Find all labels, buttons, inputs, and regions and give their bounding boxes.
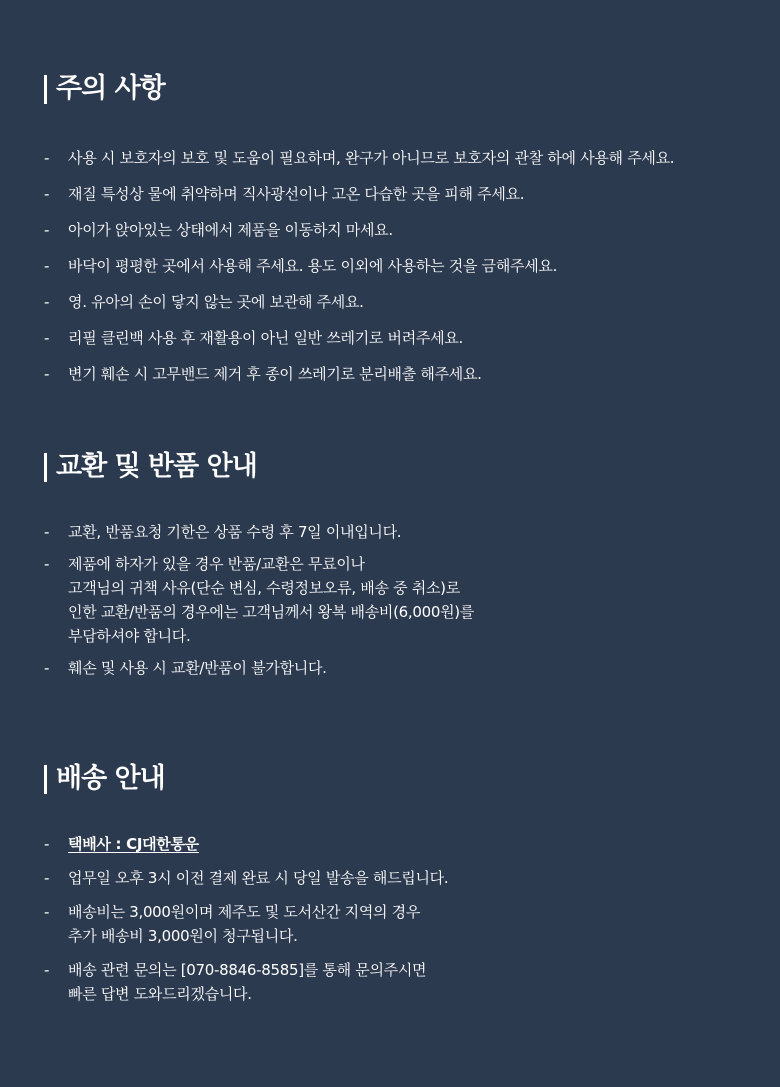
list-item-line: 고객님의 귀책 사유(단순 변심, 수령정보오류, 배송 중 취소)로 <box>68 579 460 597</box>
list-item <box>44 520 764 544</box>
dash: - <box>44 365 50 383</box>
list-item-text: 바닥이 평평한 곳에서 사용해 주세요. 용도 이외에 사용하는 것을 금해주세요. <box>68 257 558 275</box>
dash: - <box>44 961 50 979</box>
list-item-text: 훼손 및 사용 시 교환/반품이 불가합니다. <box>68 659 327 677</box>
delivery-title-text: 배송 안내 <box>56 763 165 794</box>
delivery-section <box>44 762 744 1003</box>
dash: - <box>44 257 50 275</box>
dash: - <box>44 293 50 311</box>
exchange-title-text: 교환 및 반품 안내 <box>56 451 257 482</box>
list-item <box>44 218 764 242</box>
list-item <box>44 146 764 170</box>
dash: - <box>44 835 50 853</box>
list-item-line: 제품에 하자가 있을 경우 반품/교환은 무료이나 <box>68 555 365 573</box>
list-item-line: 배송 관련 문의는 [070-8846-8585]를 통해 문의주시면 <box>68 961 427 979</box>
title-bar <box>44 453 47 482</box>
dash: - <box>44 221 50 239</box>
dash: - <box>44 869 50 887</box>
dash: - <box>44 523 50 541</box>
exchange-section <box>44 450 744 677</box>
delivery-list <box>44 832 764 1016</box>
list-item <box>44 866 764 890</box>
list-item <box>44 290 764 314</box>
list-item <box>44 362 764 386</box>
list-item-text: 재질 특성상 물에 취약하며 직사광선이나 고온 다습한 곳을 피해 주세요. <box>68 185 525 203</box>
list-item <box>44 552 764 648</box>
care-list <box>44 146 764 398</box>
list-item-text: 리필 클린백 사용 후 재활용이 아닌 일반 쓰레기로 버려주세요. <box>68 329 463 347</box>
list-item <box>44 656 764 680</box>
exchange-title <box>44 450 744 484</box>
courier-text: 택배사 : CJ대한통운 <box>68 835 199 853</box>
list-item-text: 업무일 오후 3시 이전 결제 완료 시 당일 발송을 해드립니다. <box>68 869 449 887</box>
list-item-line: 부담하셔야 합니다. <box>68 627 191 645</box>
care-title-text: 주의 사항 <box>56 73 165 104</box>
title-bar <box>44 765 47 794</box>
title-bar <box>44 75 47 104</box>
list-item-text: 아이가 앉아있는 상태에서 제품을 이동하지 마세요. <box>68 221 393 239</box>
list-item-text: 영. 유아의 손이 닿지 않는 곳에 보관해 주세요. <box>68 293 364 311</box>
care-title <box>44 72 744 106</box>
dash: - <box>44 659 50 677</box>
list-item-text: 변기 훼손 시 고무밴드 제거 후 종이 쓰레기로 분리배출 해주세요. <box>68 365 482 383</box>
list-item <box>44 832 764 856</box>
dash: - <box>44 555 50 573</box>
dash: - <box>44 149 50 167</box>
list-item-line: 배송비는 3,000원이며 제주도 및 도서산간 지역의 경우 <box>68 903 421 921</box>
exchange-list <box>44 520 764 688</box>
list-item-line: 추가 배송비 3,000원이 청구됩니다. <box>68 927 298 945</box>
dash: - <box>44 903 50 921</box>
list-item <box>44 900 764 948</box>
list-item <box>44 958 764 1006</box>
dash: - <box>44 185 50 203</box>
list-item-text: 사용 시 보호자의 보호 및 도움이 필요하며, 완구가 아니므로 보호자의 관찰 하에 사용해 주세요. <box>68 149 675 167</box>
list-item-line: 빠른 답변 도와드리겠습니다. <box>68 985 252 1003</box>
delivery-title <box>44 762 744 796</box>
list-item <box>44 254 764 278</box>
care-section <box>44 72 744 383</box>
list-item <box>44 326 764 350</box>
list-item-line: 인한 교환/반품의 경우에는 고객님께서 왕복 배송비(6,000원)를 <box>68 603 475 621</box>
dash: - <box>44 329 50 347</box>
list-item-text: 교환, 반품요청 기한은 상품 수령 후 7일 이내입니다. <box>68 523 402 541</box>
list-item <box>44 182 764 206</box>
